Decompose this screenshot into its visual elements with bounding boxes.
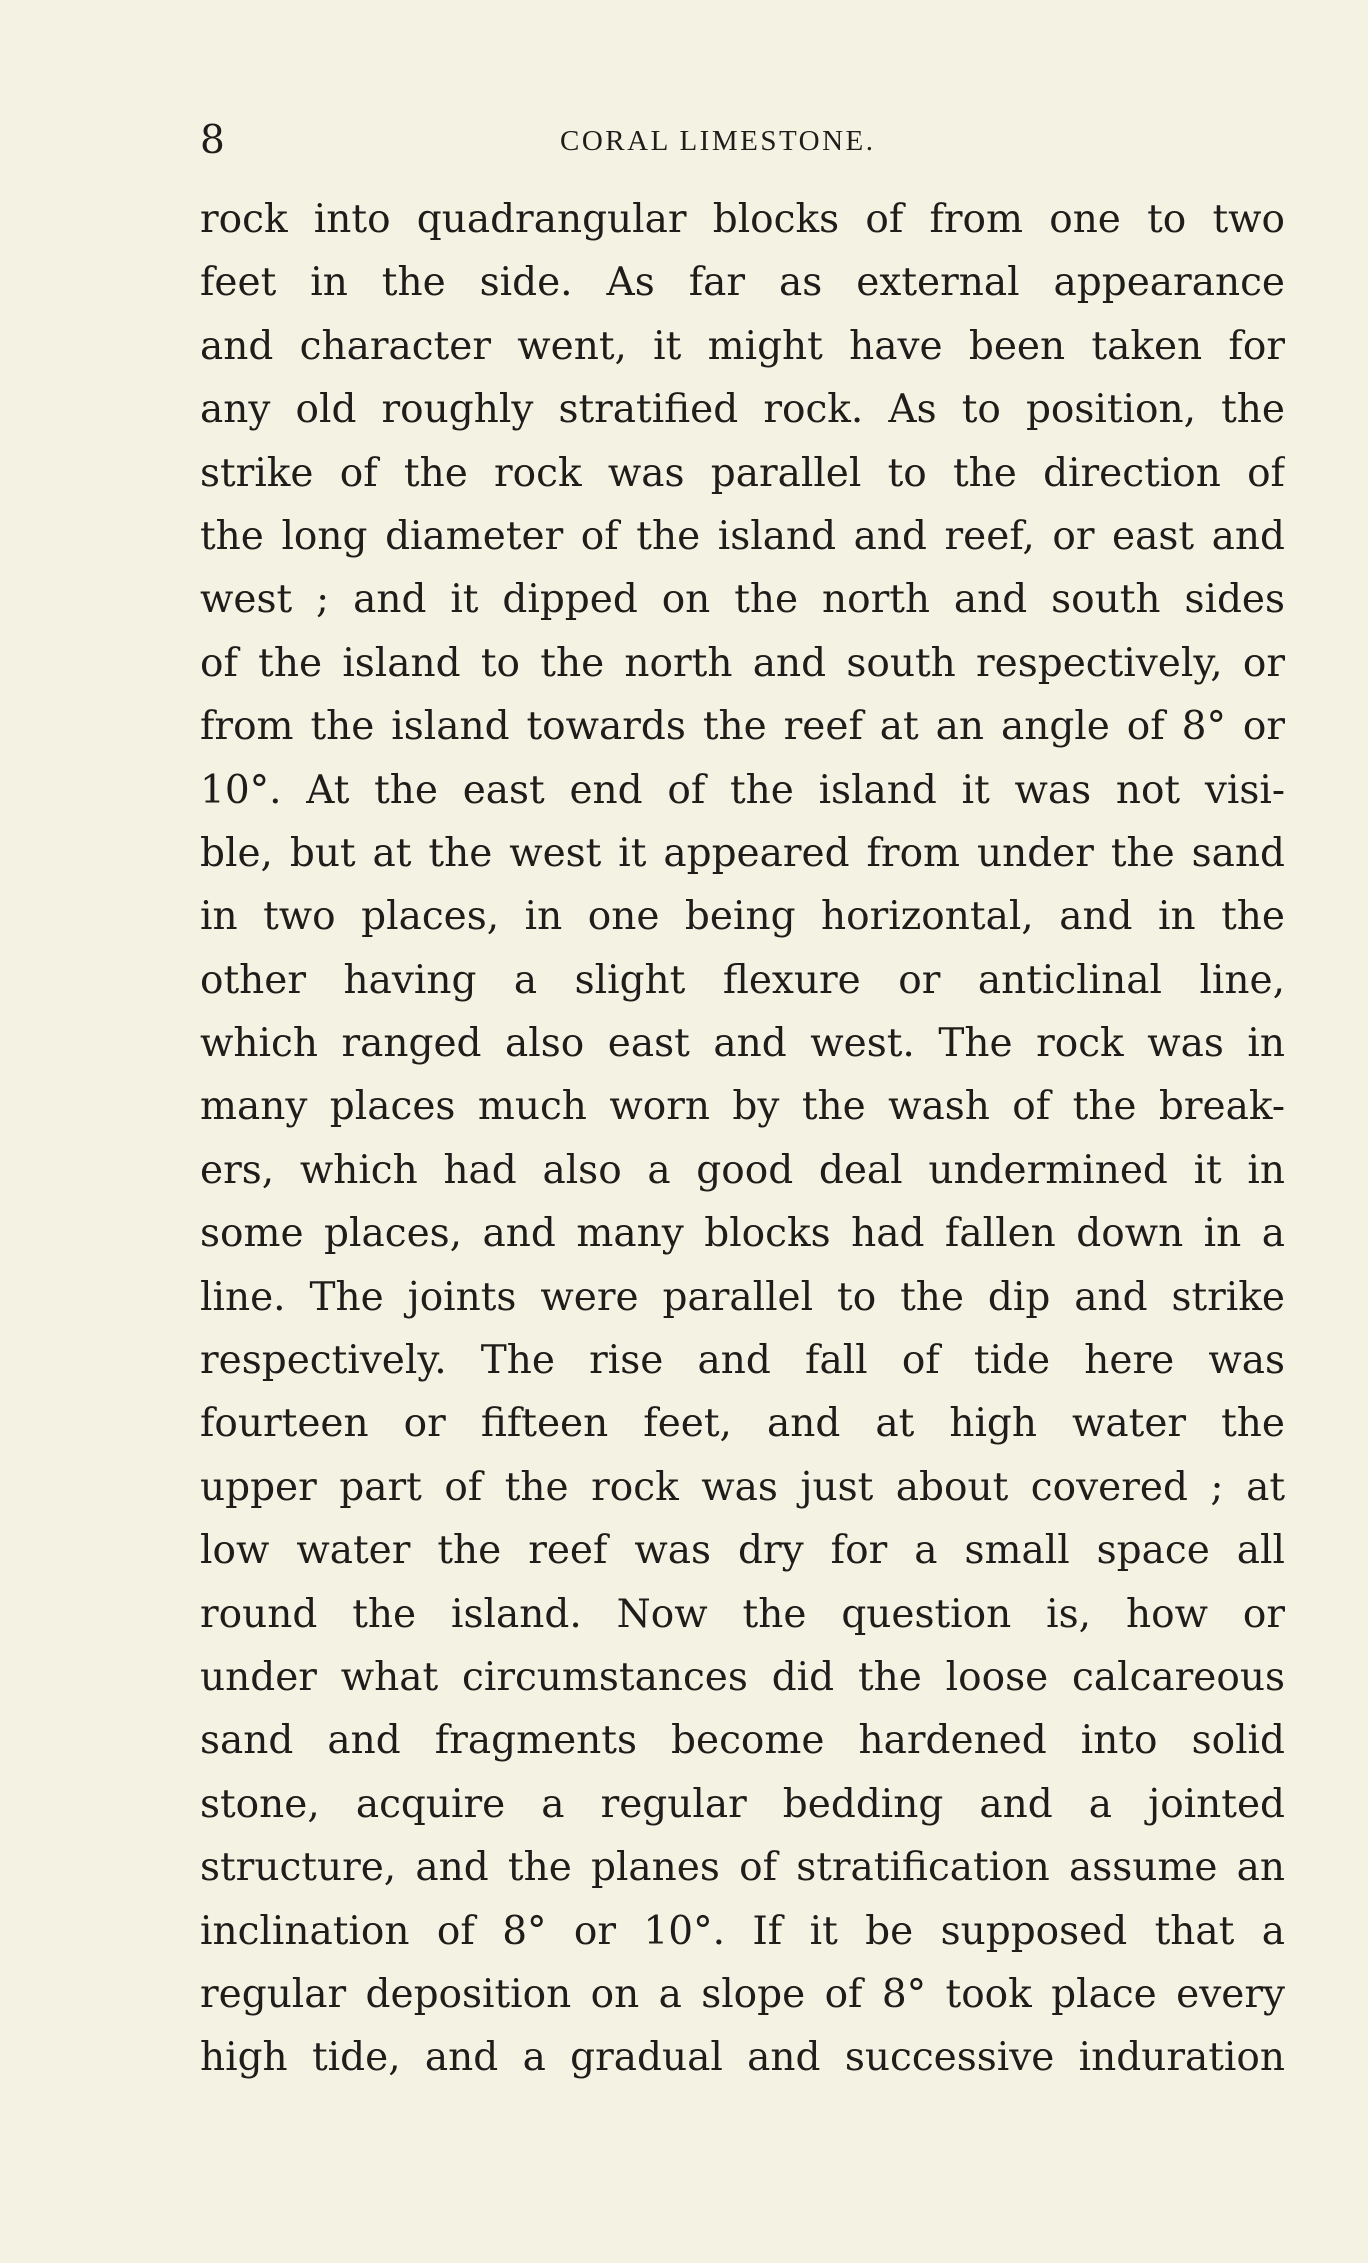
- running-head: CORAL LIMESTONE.: [560, 125, 876, 157]
- text-line: of the island to the north and south respectively, or: [200, 640, 1285, 686]
- text-line: which ranged also east and west. The rock was in: [200, 1021, 1285, 1067]
- text-line: the long diameter of the island and reef, or east and: [200, 513, 1285, 559]
- text-line: 10°. At the east end of the island it was not visi-: [200, 767, 1285, 813]
- text-line: inclination of 8° or 10°. If it be supposed that a: [200, 1908, 1285, 1954]
- text-line: rock into quadrangular blocks of from one to two: [200, 197, 1285, 242]
- page-header: [200, 118, 1285, 164]
- text-line: many places much worn by the wash of the break-: [200, 1084, 1285, 1130]
- text-line: stone, acquire a regular bedding and a jointed: [200, 1781, 1285, 1827]
- text-line: fourteen or fifteen feet, and at high water the: [200, 1401, 1285, 1447]
- text-line: and character went, it might have been taken for: [200, 323, 1285, 369]
- text-line: upper part of the rock was just about covered ; at: [200, 1464, 1285, 1510]
- text-line: strike of the rock was parallel to the direction of: [200, 450, 1285, 496]
- text-line: respectively. The rise and fall of tide here was: [200, 1338, 1285, 1384]
- text-line: round the island. Now the question is, how or: [200, 1591, 1285, 1637]
- text-line: under what circumstances did the loose calcareous: [200, 1654, 1285, 1700]
- text-line: some places, and many blocks had fallen down in a: [200, 1211, 1285, 1257]
- page-number: 8: [200, 118, 225, 163]
- text-line: west ; and it dipped on the north and south sides: [200, 577, 1285, 623]
- text-line: low water the reef was dry for a small space all: [200, 1528, 1285, 1574]
- body-text: [200, 188, 1285, 2090]
- text-line: structure, and the planes of stratification assume an: [200, 1845, 1285, 1891]
- text-line: feet in the side. As far as external appearance: [200, 260, 1285, 306]
- text-line: sand and fragments become hardened into solid: [200, 1718, 1285, 1764]
- text-line: ble, but at the west it appeared from under the sand: [200, 830, 1285, 876]
- text-line: high tide, and a gradual and successive induration: [200, 2035, 1285, 2081]
- text-line: ers, which had also a good deal undermined it in: [200, 1147, 1285, 1193]
- text-line: other having a slight flexure or anticlinal line,: [200, 957, 1285, 1003]
- text-line: line. The joints were parallel to the dip and strike: [200, 1274, 1285, 1320]
- text-line: regular deposition on a slope of 8° took place every: [200, 1971, 1285, 2017]
- text-line: any old roughly stratified rock. As to position, the: [200, 387, 1285, 433]
- text-line: in two places, in one being horizontal, and in the: [200, 894, 1285, 940]
- text-line: from the island towards the reef at an angle of 8° or: [200, 704, 1285, 750]
